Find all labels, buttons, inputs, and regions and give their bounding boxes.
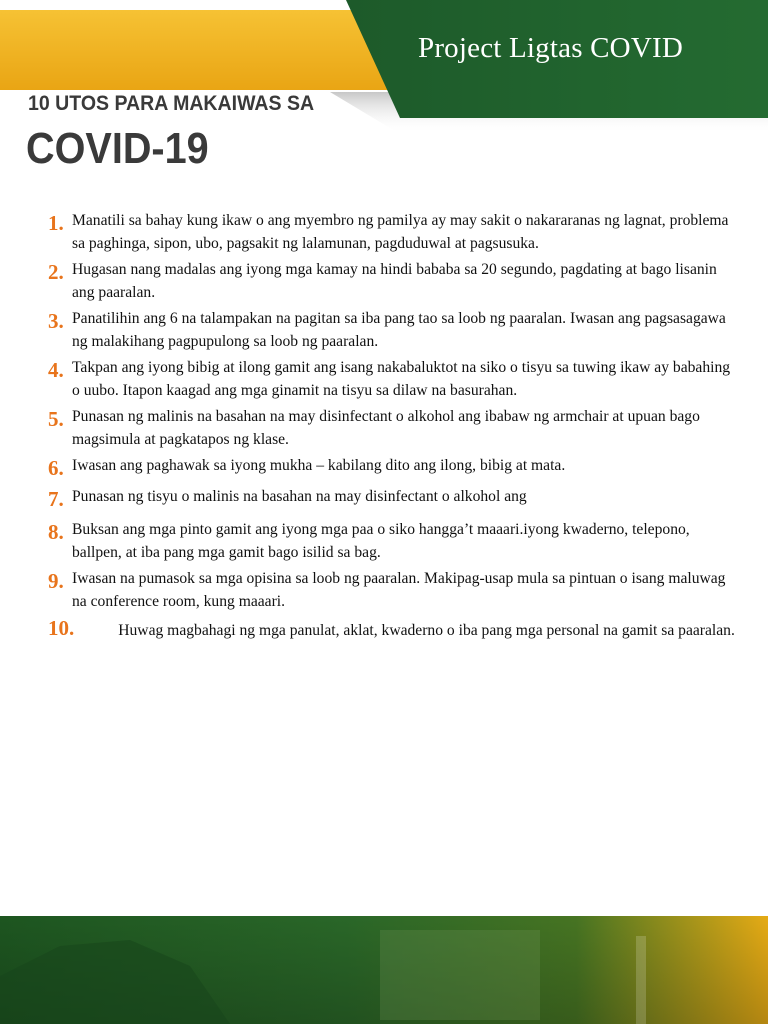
header-banner xyxy=(0,0,768,140)
rule-number: 3. xyxy=(48,309,64,333)
rule-item xyxy=(48,486,738,509)
rule-number: 7. xyxy=(48,486,64,511)
rule-item xyxy=(48,308,738,353)
rule-number: 1. xyxy=(48,211,64,235)
rule-item xyxy=(48,406,738,451)
rule-number: 10. xyxy=(48,616,75,640)
footer-banner xyxy=(0,916,768,1024)
rule-text: Panatilihin ang 6 na talampakan na pagitan sa iba pang tao sa loob ng paaralan. Iwasan ang pagsasagawa ng malakihang pagpupulong sa loob ng paaralan. xyxy=(72,310,726,350)
rule-text: Hugasan nang madalas ang iyong mga kamay na hindi bababa sa 20 segundo, pagdating at bago lisanin ang paaralan. xyxy=(72,261,717,301)
rule-item xyxy=(48,455,738,478)
rule-number: 8. xyxy=(48,520,64,544)
footer-shapes xyxy=(0,916,768,1024)
header-shapes xyxy=(0,0,768,140)
rule-item xyxy=(48,568,738,613)
rule-text: Buksan ang mga pinto gamit ang iyong mga paa o siko hangga’t maaari.iyong kwaderno, telepono, ballpen, at iba pang mga gamit bago isilid sa bag. xyxy=(72,521,690,561)
rule-text: Punasan ng malinis na basahan na may disinfectant o alkohol ang ibabaw ng armchair at upuan bago magsimula at pagkatapos ng klase. xyxy=(72,408,700,448)
rule-item xyxy=(48,617,738,643)
rule-text: Huwag magbahagi ng mga panulat, aklat, kwaderno o iba pang mga personal na gamit sa paaralan. xyxy=(118,622,735,639)
rule-number: 6. xyxy=(48,456,64,480)
rule-text: Iwasan ang paghawak sa iyong mukha – kabilang dito ang ilong, bibig at mata. xyxy=(72,457,566,474)
rule-text: Manatili sa bahay kung ikaw o ang myembro ng pamilya ay may sakit o nakararanas ng lagnat, problema sa paghinga, sipon, ubo, pagsakit ng lalamunan, pagduduwal at pagsusuka. xyxy=(72,212,729,252)
rule-text: Punasan ng tisyu o malinis na basahan na may disinfectant o alkohol ang xyxy=(72,487,527,505)
rule-item xyxy=(48,357,738,402)
rule-item xyxy=(48,259,738,304)
rule-text: Iwasan na pumasok sa mga opisina sa loob ng paaralan. Makipag-usap mula sa pintuan o isang maluwag na conference room, kung maaari. xyxy=(72,570,726,610)
rule-text: Takpan ang iyong bibig at ilong gamit ang isang nakabaluktot na siko o tisyu sa tuwing ikaw ay babahing o uubo. Itapon kaagad ang mga ginamit na tisyu sa dilaw na basurahan. xyxy=(72,359,731,399)
rule-number: 9. xyxy=(48,569,64,593)
footer-pole xyxy=(636,936,646,1024)
rule-number: 4. xyxy=(48,358,64,382)
title-line-2: COVID-19 xyxy=(26,124,209,173)
rule-item xyxy=(48,519,738,564)
rule-item xyxy=(48,210,738,255)
rules-list xyxy=(48,210,738,643)
project-title: Project Ligtas COVID xyxy=(418,32,683,64)
rule-number: 2. xyxy=(48,260,64,284)
rule-number: 5. xyxy=(48,407,64,431)
footer-window xyxy=(380,930,540,1020)
title-line-1: 10 UTOS PARA MAKAIWAS SA xyxy=(28,92,315,115)
